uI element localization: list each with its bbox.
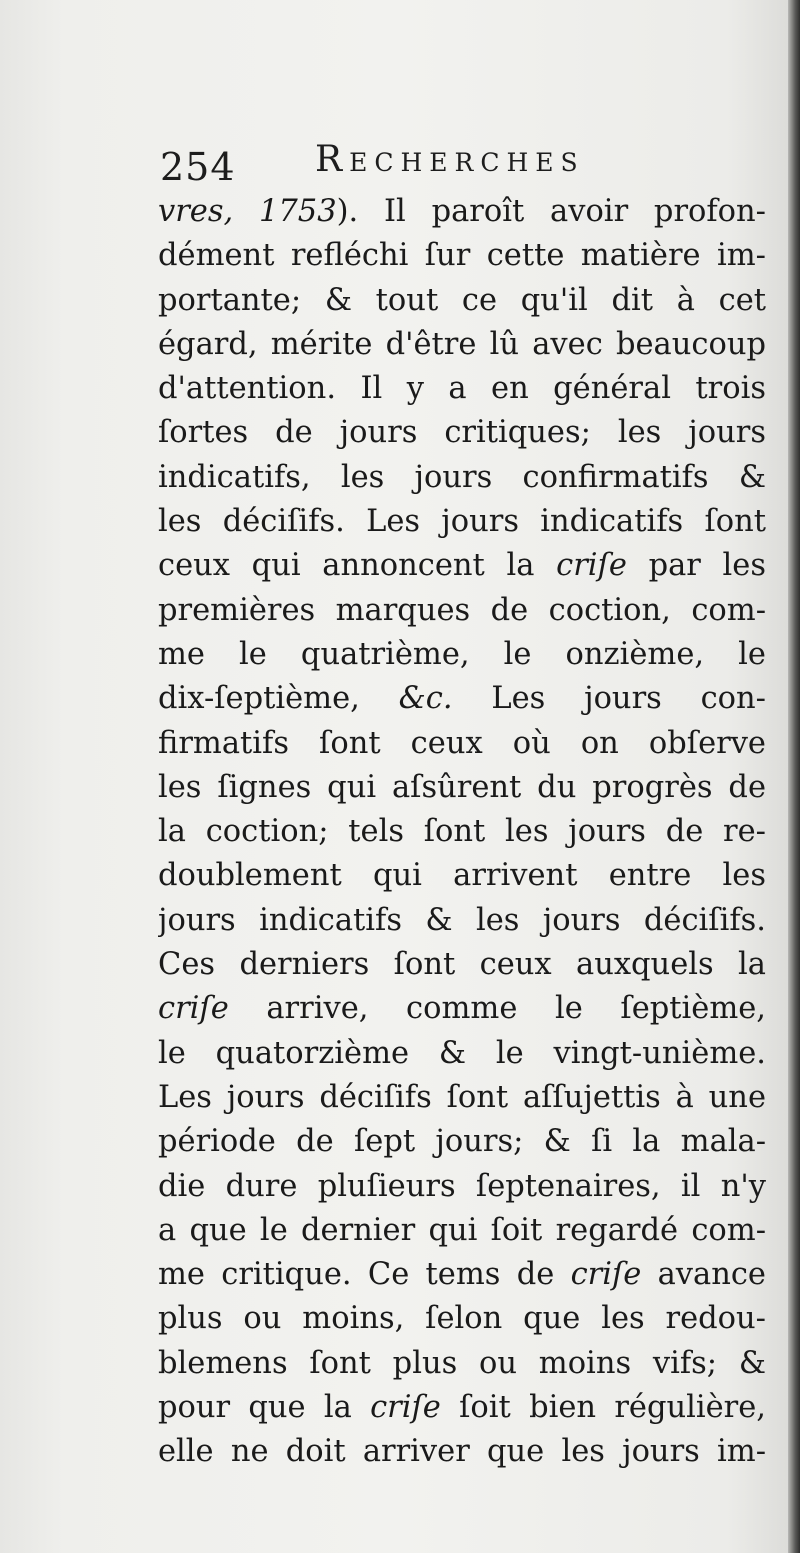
text-segment: la coction; tels ſont les jours de re-: [158, 814, 766, 850]
text-segment: me le quatrième, le onzième, le: [158, 636, 766, 672]
text-line: [158, 677, 766, 721]
text-segment: a que le dernier qui ſoit regardé com-: [158, 1212, 766, 1248]
text-line: [158, 367, 766, 411]
italic-text: &c.: [398, 681, 453, 717]
text-line: [158, 1076, 766, 1120]
text-line: [158, 854, 766, 898]
text-line: [158, 544, 766, 588]
text-segment: les ſignes qui aſsûrent du progrès de: [158, 769, 766, 805]
text-segment: Ces derniers ſont ceux auxquels la: [158, 947, 766, 983]
text-line: [158, 411, 766, 455]
text-line: [158, 279, 766, 323]
text-segment: Les jours déciſifs ſont aſſujettis à une: [158, 1079, 766, 1115]
text-segment: doublement qui arrivent entre les: [158, 858, 766, 894]
text-segment: die dure pluſieurs ſeptenaires, il n'y: [158, 1168, 766, 1204]
text-segment: ). Il paroît avoir profon-: [336, 194, 766, 229]
text-segment: plus ou moins, ſelon que les redou-: [158, 1301, 766, 1337]
text-segment: me critique. Ce tems de: [158, 1257, 571, 1293]
italic-text: criſe: [158, 991, 229, 1027]
text-line: [158, 1342, 766, 1386]
text-segment: le quatorzième & le vingt-unième.: [158, 1035, 766, 1071]
text-segment: pour que la: [158, 1390, 371, 1426]
italic-text: criſe: [370, 1390, 441, 1426]
page-number: 254: [160, 145, 236, 189]
text-segment: avance: [641, 1257, 766, 1293]
text-segment: ſortes de jours critiques; les jours: [158, 415, 766, 451]
text-line: [158, 1032, 766, 1076]
text-line: [158, 589, 766, 633]
text-line: [158, 323, 766, 367]
text-line: [158, 1386, 766, 1430]
text-line: [158, 1165, 766, 1209]
text-segment: dix-ſeptième,: [158, 681, 399, 717]
text-line: [158, 456, 766, 500]
text-line: [158, 766, 766, 810]
running-head: Recherches: [315, 139, 585, 180]
text-segment: égard, mérite d'être lû avec beaucoup: [158, 326, 766, 362]
body-text: [158, 190, 766, 1475]
text-segment: les déciſifs. Les jours indicatifs ſont: [158, 504, 766, 540]
text-segment: par les: [626, 548, 766, 584]
page-header: [160, 140, 760, 196]
text-line: [158, 899, 766, 943]
text-segment: période de ſept jours; & ſi la mala-: [158, 1124, 766, 1160]
text-line: [158, 1297, 766, 1341]
italic-text: vres, 1753: [158, 194, 337, 229]
text-segment: d'attention. Il y a en général trois: [158, 371, 766, 407]
book-spine-edge: [788, 0, 800, 1553]
italic-text: criſe: [570, 1257, 642, 1293]
text-line: [158, 1430, 766, 1474]
text-segment: indicatifs, les jours confirmatifs &: [158, 459, 766, 495]
text-segment: ceux qui annoncent la: [158, 548, 557, 584]
text-line: [158, 1120, 766, 1164]
text-line: [158, 1253, 766, 1297]
text-line: [158, 810, 766, 854]
text-line: [158, 234, 766, 278]
text-segment: arrive, comme le ſeptième,: [228, 991, 766, 1027]
text-segment: blemens ſont plus ou moins vifs; &: [158, 1345, 766, 1381]
text-segment: elle ne doit arriver que les jours im-: [158, 1434, 766, 1470]
text-segment: dément refléchi ſur cette matière im-: [158, 238, 766, 274]
text-line: [158, 500, 766, 544]
italic-text: criſe: [556, 548, 627, 584]
text-line: [158, 1209, 766, 1253]
text-segment: firmatifs ſont ceux où on obſerve: [158, 725, 766, 761]
text-line: [158, 190, 766, 234]
text-line: [158, 987, 766, 1031]
text-segment: jours indicatifs & les jours déciſifs.: [158, 902, 766, 938]
text-segment: Les jours con-: [452, 681, 766, 717]
text-segment: premières marques de coction, com-: [158, 592, 766, 628]
text-line: [158, 722, 766, 766]
text-segment: portante; & tout ce qu'il dit à cet: [158, 282, 766, 318]
text-line: [158, 943, 766, 987]
text-segment: ſoit bien régulière,: [440, 1390, 766, 1426]
text-line: [158, 633, 766, 677]
